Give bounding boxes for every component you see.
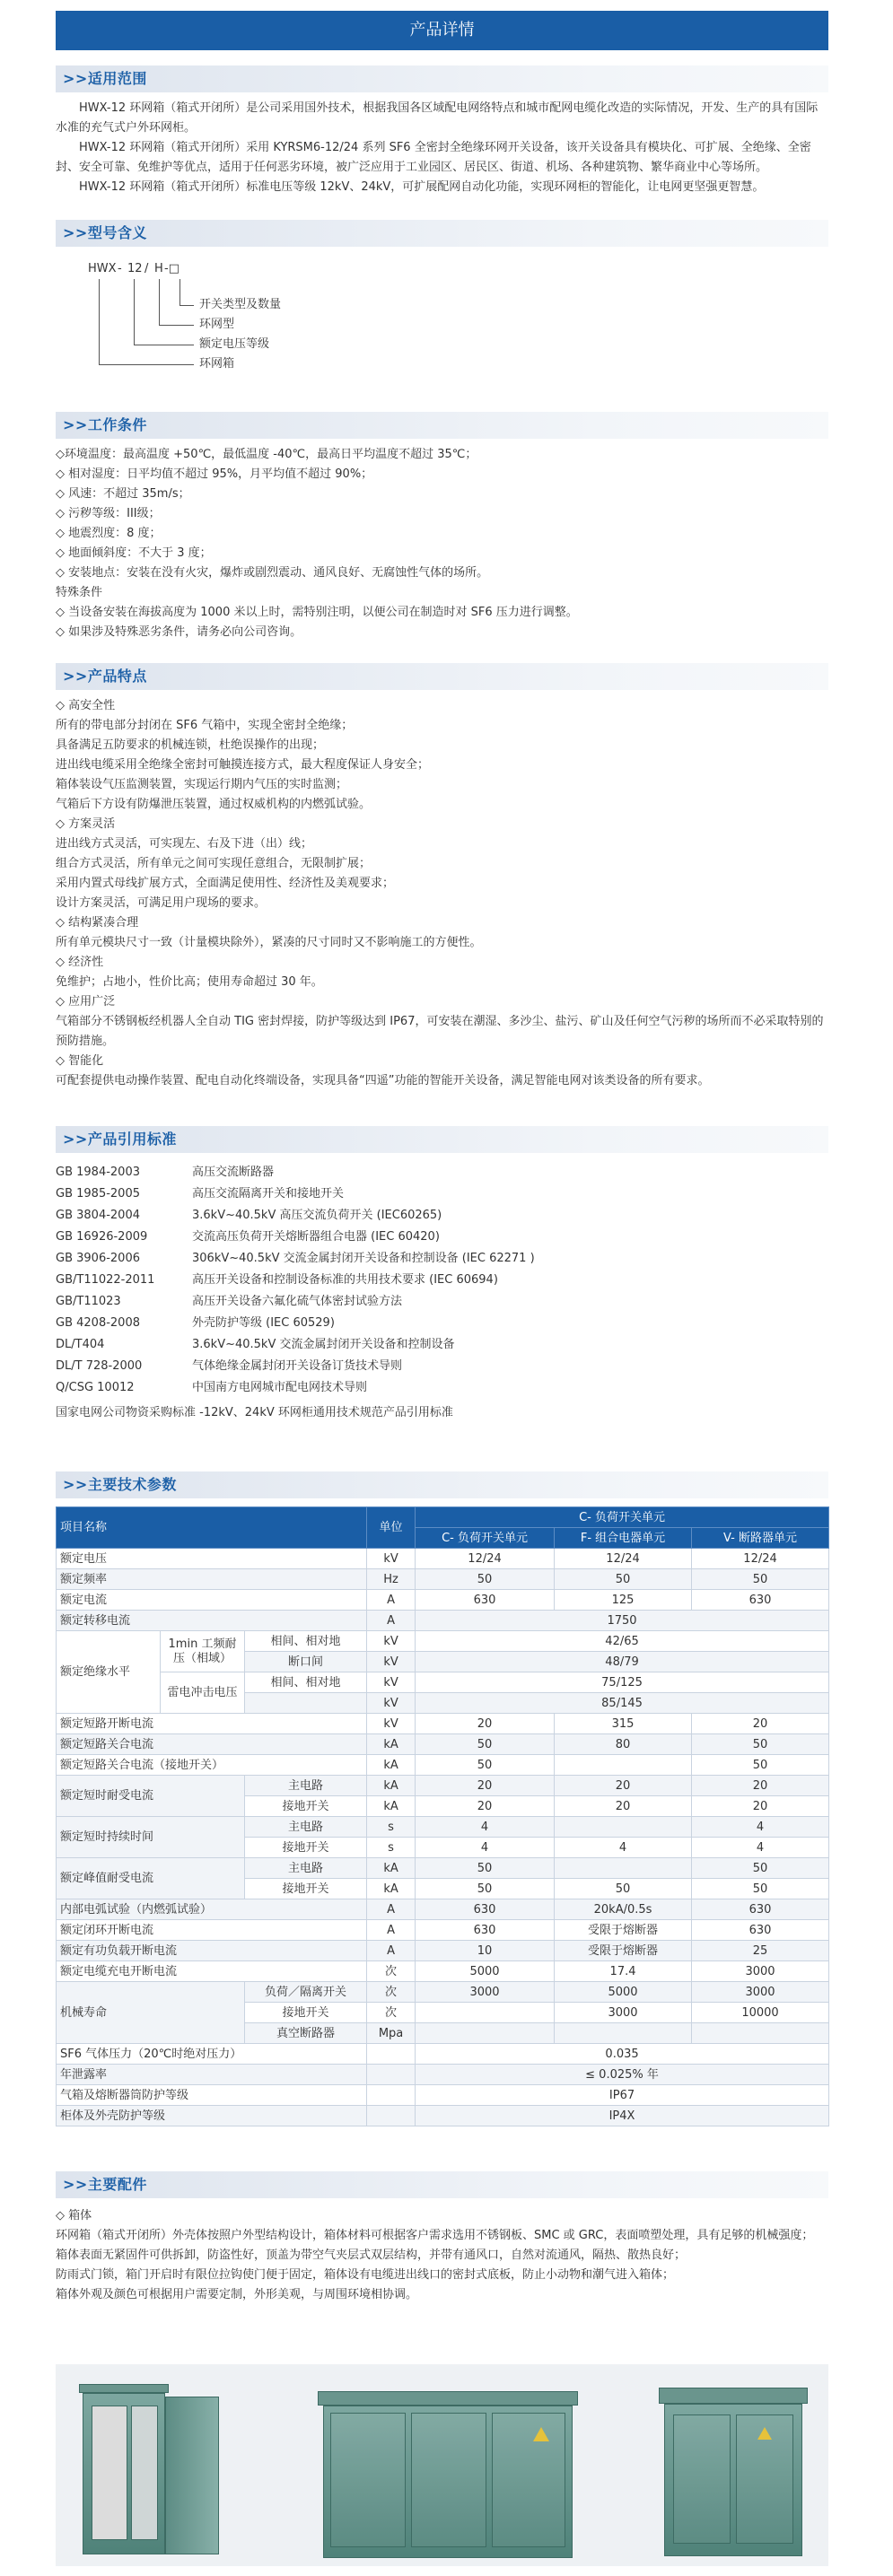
condition-line: ◇ 如果涉及特殊恶劣条件，请务必向公司咨询。 xyxy=(56,625,302,639)
param-value: 10 xyxy=(416,1941,555,1961)
param-value: 50 xyxy=(416,1569,555,1590)
params-table xyxy=(56,1506,829,2126)
param-value: 20 xyxy=(416,1776,555,1796)
param-value: 4 xyxy=(555,1838,692,1858)
standard-code: GB 3804-2004 xyxy=(56,1209,140,1222)
condition-line: ◇ 当设备安装在海拔高度为 1000 米以上时，需特别注明，以便公司在制造时对 SF6 压力进行调整。 xyxy=(56,606,578,619)
param-value: 5000 xyxy=(555,1982,692,2003)
scope-section xyxy=(56,65,828,197)
standard-code: GB/T11022-2011 xyxy=(56,1273,155,1287)
model-heading: >>型号含义 xyxy=(56,220,828,247)
standard-code: Q/CSG 10012 xyxy=(56,1381,135,1394)
param-value: 85/145 xyxy=(416,1693,829,1714)
param-value: 0.035 xyxy=(416,2044,829,2065)
scope-para: HWX-12 环网箱（箱式开闭所）标准电压等级 12kV、24kV，可扩展配网自动化功能，实现环网柜的智能化，让电网更坚强更智慧。 xyxy=(79,180,765,194)
param-subname: 真空断路器 xyxy=(245,2023,367,2044)
table-row xyxy=(57,1961,829,1982)
condition-line: ◇ 地面倾斜度：不大于 3 度； xyxy=(56,546,212,560)
param-value: 20 xyxy=(692,1714,829,1734)
param-unit: kA xyxy=(367,1879,416,1899)
standard-code: GB 1984-2003 xyxy=(56,1166,140,1179)
condition-line: ◇ 地震烈度：8 度； xyxy=(56,527,162,540)
feature-line: ◇ 应用广泛 xyxy=(56,995,116,1009)
param-unit xyxy=(367,2106,416,2126)
feature-line: 气箱后下方设有防爆泄压装置，通过权威机构的内燃弧试验。 xyxy=(56,798,372,811)
param-value: 630 xyxy=(692,1899,829,1920)
param-value: 20 xyxy=(555,1796,692,1817)
ring-main-unit-image-open xyxy=(75,2384,237,2559)
table-row xyxy=(57,1755,829,1776)
table-row xyxy=(57,1714,829,1734)
param-value: 630 xyxy=(692,1920,829,1941)
table-row xyxy=(57,1672,829,1693)
code-part: - xyxy=(118,262,122,275)
condition-line: ◇ 相对湿度：日平均值不超过 95%，月平均值不超过 90%； xyxy=(56,467,373,481)
param-subgroup: 雷电冲击电压 xyxy=(161,1672,245,1714)
param-value: ≤ 0.025% 年 xyxy=(416,2065,829,2085)
condition-line: ◇环境温度：最高温度 +50℃，最低温度 -40℃，最高日平均温度不超过 35℃； xyxy=(56,448,477,461)
standard-code: GB 3906-2006 xyxy=(56,1252,140,1265)
params-section xyxy=(56,1471,828,2126)
param-value: 3000 xyxy=(692,1961,829,1982)
model-code-diagram xyxy=(56,220,415,404)
table-header-row xyxy=(57,1507,829,1528)
param-unit xyxy=(367,2065,416,2085)
standard-code: GB/T11023 xyxy=(56,1295,121,1308)
param-value: 20 xyxy=(416,1796,555,1817)
feature-line: ◇ 结构紧凑合理 xyxy=(56,916,139,930)
standard-row xyxy=(56,1377,828,1399)
param-value: 50 xyxy=(416,1734,555,1755)
standards-heading: >>产品引用标准 xyxy=(56,1126,828,1153)
model-section xyxy=(56,220,828,404)
param-value xyxy=(555,1755,692,1776)
standard-code: DL/T 728-2000 xyxy=(56,1359,143,1373)
param-name: 额定电流 xyxy=(57,1590,367,1611)
param-value: 4 xyxy=(416,1838,555,1858)
param-value: 50 xyxy=(416,1858,555,1879)
param-unit: 次 xyxy=(367,1982,416,2003)
param-value: 20 xyxy=(692,1796,829,1817)
param-value: 受限于熔断器 xyxy=(555,1920,692,1941)
feature-line: ◇ 经济性 xyxy=(56,956,104,969)
feature-line: 气箱部分不锈钢板经机器人全自动 TIG 密封焊接，防护等级达到 IP67，可安装在潮湿、多沙尘、盐污、矿山及任何空气污秽的场所而不必采取特别的预防措施。 xyxy=(56,1015,824,1048)
param-unit: kV xyxy=(367,1672,416,1693)
standard-name: 高压开关设备六氟化硫气体密封试验方法 xyxy=(192,1295,403,1308)
code-label: 环网箱 xyxy=(199,357,235,371)
scope-para: HWX-12 环网箱（箱式开闭所）是公司采用国外技术，根据我国各区域配电网络特点和城市配网电缆化改造的实际情况，开发、生产的具有国际水准的充气式户外环网柜。 xyxy=(56,101,819,135)
param-subgroup: 1min 工频耐压（相域） xyxy=(161,1631,245,1672)
param-unit: s xyxy=(367,1838,416,1858)
param-value: 50 xyxy=(555,1879,692,1899)
standard-name: 中国南方电网城市配电网技术导则 xyxy=(192,1381,368,1394)
param-value xyxy=(692,2023,829,2044)
param-name: 额定绝缘水平 xyxy=(57,1631,161,1714)
param-value: 12/24 xyxy=(555,1549,692,1569)
param-unit: kA xyxy=(367,1755,416,1776)
param-subname: 主电路 xyxy=(245,1776,367,1796)
table-row xyxy=(57,1920,829,1941)
param-value: 20 xyxy=(555,1776,692,1796)
conditions-section xyxy=(56,412,828,642)
table-row xyxy=(57,2085,829,2106)
code-part: / xyxy=(144,262,149,275)
param-name: 额定短时持续时间 xyxy=(57,1817,245,1858)
param-unit: kA xyxy=(367,1776,416,1796)
param-name: 内部电弧试验（内燃弧试验） xyxy=(57,1899,367,1920)
code-label: 环网型 xyxy=(199,318,235,331)
param-value: 20kA/0.5s xyxy=(555,1899,692,1920)
feature-line: 进出线方式灵活，可实现左、右及下进（出）线； xyxy=(56,837,313,851)
accessory-line: ◇ 箱体 xyxy=(56,2209,92,2222)
table-row xyxy=(57,1982,829,2003)
standard-name: 外壳防护等级 (IEC 60529) xyxy=(192,1316,335,1330)
param-value: 50 xyxy=(555,1569,692,1590)
param-value: 630 xyxy=(416,1899,555,1920)
table-row xyxy=(57,1631,829,1652)
feature-line: 可配套提供电动操作装置、配电自动化终端设备，实现具备“四遥”功能的智能开关设备，满足智能电网对该类设备的所有要求。 xyxy=(56,1074,710,1087)
param-unit: A xyxy=(367,1941,416,1961)
param-unit: 次 xyxy=(367,1961,416,1982)
param-value xyxy=(555,1858,692,1879)
standard-row xyxy=(56,1291,828,1313)
param-unit: A xyxy=(367,1899,416,1920)
accessories-heading: >>主要配件 xyxy=(56,2171,828,2198)
standards-section xyxy=(56,1126,828,1424)
param-unit: kV xyxy=(367,1631,416,1652)
code-part: HWX xyxy=(88,262,117,275)
param-unit: kV xyxy=(367,1652,416,1672)
accessory-line: 箱体表面无紧固件可供拆卸，防盗性好，顶盖为带空气夹层式双层结构，并带有通风口，自然对流通风，隔热、散热良好； xyxy=(56,2249,687,2262)
scope-heading: >>适用范围 xyxy=(56,65,828,92)
param-unit: A xyxy=(367,1611,416,1631)
param-name: 额定有功负载开断电流 xyxy=(57,1941,367,1961)
param-name: 气箱及熔断器筒防护等级 xyxy=(57,2085,367,2106)
param-value: 630 xyxy=(692,1590,829,1611)
scope-para: HWX-12 环网箱（箱式开闭所）采用 KYRSM6-12/24 系列 SF6 全密封全绝缘环网开关设备，该开关设备具有模块化、可扩展、全绝缘、全密封、安全可靠、免维护等优点，适用于任何恶劣环境，被广泛应用于工业园区、居民区、街道、机场、各种建筑物、繁华商业中心等场所。 xyxy=(56,141,811,174)
warning-icon xyxy=(533,2427,549,2441)
table-row xyxy=(57,1776,829,1796)
param-value: 315 xyxy=(555,1714,692,1734)
param-value: 50 xyxy=(416,1879,555,1899)
param-value: 50 xyxy=(692,1734,829,1755)
condition-line: 特殊条件 xyxy=(56,586,103,599)
standard-row xyxy=(56,1313,828,1334)
feature-line: 所有单元模块尺寸一致（计量模块除外），紧凑的尺寸同时又不影响施工的方便性。 xyxy=(56,936,482,949)
features-section xyxy=(56,663,828,1091)
feature-line: 具备满足五防要求的机械连锁，杜绝误操作的出现； xyxy=(56,738,325,752)
code-part: H xyxy=(154,262,163,275)
param-name: 额定电缆充电开断电流 xyxy=(57,1961,367,1982)
standard-code: GB 16926-2009 xyxy=(56,1230,148,1244)
feature-line: ◇ 高安全性 xyxy=(56,699,116,712)
param-value: 48/79 xyxy=(416,1652,829,1672)
ring-main-unit-image-side xyxy=(659,2388,811,2560)
standard-code: DL/T404 xyxy=(56,1338,105,1351)
param-unit: 次 xyxy=(367,2003,416,2023)
param-subname: 断口间 xyxy=(245,1652,367,1672)
conditions-heading: >>工作条件 xyxy=(56,412,828,439)
param-unit: Mpa xyxy=(367,2023,416,2044)
table-row xyxy=(57,1899,829,1920)
param-subname: 相间、相对地 xyxy=(245,1672,367,1693)
product-photos xyxy=(56,2364,828,2566)
param-value: 1750 xyxy=(416,1611,829,1631)
param-value: 50 xyxy=(692,1879,829,1899)
table-row xyxy=(57,1858,829,1879)
param-value: 17.4 xyxy=(555,1961,692,1982)
param-unit: A xyxy=(367,1920,416,1941)
table-row xyxy=(57,1817,829,1838)
param-name: 额定频率 xyxy=(57,1569,367,1590)
param-value: 50 xyxy=(416,1755,555,1776)
param-unit xyxy=(367,2044,416,2065)
feature-line: 设计方案灵活，可满足用户现场的要求。 xyxy=(56,896,267,910)
param-name: 额定短时耐受电流 xyxy=(57,1776,245,1817)
standard-row xyxy=(56,1356,828,1377)
feature-line: ◇ 方案灵活 xyxy=(56,817,116,831)
param-value: 5000 xyxy=(416,1961,555,1982)
param-subname: 主电路 xyxy=(245,1858,367,1879)
table-row xyxy=(57,1941,829,1961)
standard-row xyxy=(56,1205,828,1227)
param-value: 630 xyxy=(416,1590,555,1611)
param-subname xyxy=(245,1693,367,1714)
header-item: 项目名称 xyxy=(57,1507,367,1549)
param-unit: kV xyxy=(367,1714,416,1734)
param-value: 50 xyxy=(692,1755,829,1776)
feature-line: 进出线电缆采用全绝缘全密封可触摸连接方式，最大程度保证人身安全； xyxy=(56,758,430,772)
standard-code: GB 4208-2008 xyxy=(56,1316,140,1330)
param-name: 额定电压 xyxy=(57,1549,367,1569)
param-value: IP67 xyxy=(416,2085,829,2106)
param-subname: 负荷／隔离开关 xyxy=(245,1982,367,2003)
table-row xyxy=(57,1549,829,1569)
header-f: F- 组合电器单元 xyxy=(555,1528,692,1549)
param-unit: A xyxy=(367,1590,416,1611)
param-value: 4 xyxy=(692,1817,829,1838)
param-value: 3000 xyxy=(416,1982,555,2003)
param-value: 630 xyxy=(416,1920,555,1941)
param-name: 机械寿命 xyxy=(57,1982,245,2044)
header-group: C- 负荷开关单元 xyxy=(416,1507,829,1528)
param-value: 4 xyxy=(692,1838,829,1858)
table-row xyxy=(57,1569,829,1590)
param-name: SF6 气体压力（20℃时绝对压力） xyxy=(57,2044,367,2065)
param-value: 125 xyxy=(555,1590,692,1611)
param-value xyxy=(416,2003,555,2023)
param-unit xyxy=(367,2085,416,2106)
param-unit: kV xyxy=(367,1549,416,1569)
standards-note: 国家电网公司物资采购标准 -12kV、24kV 环网柜通用技术规范产品引用标准 xyxy=(56,1406,453,1419)
table-row xyxy=(57,2065,829,2085)
param-unit: kA xyxy=(367,1796,416,1817)
param-subname: 接地开关 xyxy=(245,1796,367,1817)
param-value: 3000 xyxy=(555,2003,692,2023)
feature-line: ◇ 智能化 xyxy=(56,1054,104,1068)
standard-row xyxy=(56,1334,828,1356)
standard-row xyxy=(56,1183,828,1205)
accessories-section xyxy=(56,2171,828,2305)
standard-name: 交流高压负荷开关熔断器组合电器 (IEC 60420) xyxy=(192,1230,440,1244)
param-value: IP4X xyxy=(416,2106,829,2126)
param-value: 25 xyxy=(692,1941,829,1961)
feature-line: 箱体装设气压监测装置，实现运行期内气压的实时监测； xyxy=(56,778,348,791)
accessory-line: 防雨式门锁，箱门开启时有限位拉钩使门便于固定，箱体设有电缆进出线口的密封式底板，防止小动物和潮气进入箱体； xyxy=(56,2268,675,2282)
param-name: 额定峰值耐受电流 xyxy=(57,1858,245,1899)
param-value xyxy=(555,2023,692,2044)
standard-row xyxy=(56,1162,828,1183)
page-title: 产品详情 xyxy=(56,11,828,50)
condition-line: ◇ 安装地点：安装在没有火灾，爆炸或剧烈震动、通风良好、无腐蚀性气体的场所。 xyxy=(56,566,489,580)
warning-icon xyxy=(757,2427,772,2440)
param-value: 受限于熔断器 xyxy=(555,1941,692,1961)
param-value: 20 xyxy=(416,1714,555,1734)
code-part: 12 xyxy=(127,262,143,275)
param-value: 4 xyxy=(416,1817,555,1838)
param-unit: s xyxy=(367,1817,416,1838)
condition-line: ◇ 污秽等级：III级； xyxy=(56,507,161,520)
param-subname: 接地开关 xyxy=(245,1838,367,1858)
param-name: 额定短路关合电流（接地开关） xyxy=(57,1755,367,1776)
param-value: 20 xyxy=(692,1776,829,1796)
param-value: 75/125 xyxy=(416,1672,829,1693)
param-subname: 接地开关 xyxy=(245,2003,367,2023)
param-unit: kV xyxy=(367,1693,416,1714)
header-v: V- 断路器单元 xyxy=(692,1528,829,1549)
header-unit: 单位 xyxy=(367,1507,416,1549)
table-row xyxy=(57,1590,829,1611)
param-value: 80 xyxy=(555,1734,692,1755)
table-row xyxy=(57,2106,829,2126)
param-value: 12/24 xyxy=(692,1549,829,1569)
param-name: 额定短路开断电流 xyxy=(57,1714,367,1734)
condition-line: ◇ 风速：不超过 35m/s； xyxy=(56,487,190,501)
param-unit: kA xyxy=(367,1858,416,1879)
standard-name: 高压交流隔离开关和接地开关 xyxy=(192,1187,345,1201)
header-c: C- 负荷开关单元 xyxy=(416,1528,555,1549)
param-unit: Hz xyxy=(367,1569,416,1590)
param-subname: 相间、相对地 xyxy=(245,1631,367,1652)
params-heading: >>主要技术参数 xyxy=(56,1471,828,1498)
feature-line: 所有的带电部分封闭在 SF6 气箱中，实现全密封全绝缘； xyxy=(56,719,354,732)
accessory-line: 环网箱（箱式开闭所）外壳体按照户外型结构设计，箱体材料可根据客户需求选用不锈钢板、SMC 或 GRC，表面喷塑处理，具有足够的机械强度； xyxy=(56,2229,814,2242)
table-row xyxy=(57,1734,829,1755)
param-value: 50 xyxy=(692,1569,829,1590)
param-name: 柜体及外壳防护等级 xyxy=(57,2106,367,2126)
standard-row xyxy=(56,1248,828,1270)
param-name: 额定短路关合电流 xyxy=(57,1734,367,1755)
standard-row xyxy=(56,1270,828,1291)
standard-name: 3.6kV~40.5kV 高压交流负荷开关 (IEC60265) xyxy=(192,1209,442,1222)
param-subname: 主电路 xyxy=(245,1817,367,1838)
code-label: 额定电压等级 xyxy=(199,337,270,351)
param-value: 10000 xyxy=(692,2003,829,2023)
param-name: 额定转移电流 xyxy=(57,1611,367,1631)
param-name: 年泄露率 xyxy=(57,2065,367,2085)
standard-name: 3.6kV~40.5kV 交流金属封闭开关设备和控制设备 xyxy=(192,1338,455,1351)
feature-line: 免维护；占地小，性价比高；使用寿命超过 30 年。 xyxy=(56,975,323,989)
param-value: 50 xyxy=(692,1858,829,1879)
standard-name: 高压交流断路器 xyxy=(192,1166,275,1179)
table-row xyxy=(57,2044,829,2065)
standard-code: GB 1985-2005 xyxy=(56,1187,140,1201)
code-part: -□ xyxy=(164,262,179,275)
standard-name: 306kV~40.5kV 交流金属封闭开关设备和控制设备 (IEC 62271 ) xyxy=(192,1252,535,1265)
feature-line: 采用内置式母线扩展方式，全面满足使用性、经济性及美观要求； xyxy=(56,877,395,890)
features-heading: >>产品特点 xyxy=(56,663,828,690)
param-value: 3000 xyxy=(692,1982,829,2003)
param-value xyxy=(555,1817,692,1838)
param-name: 额定闭环开断电流 xyxy=(57,1920,367,1941)
param-subname: 接地开关 xyxy=(245,1879,367,1899)
table-row xyxy=(57,1611,829,1631)
standard-row xyxy=(56,1227,828,1248)
param-unit: kA xyxy=(367,1734,416,1755)
param-value: 42/65 xyxy=(416,1631,829,1652)
ring-main-unit-image-front xyxy=(318,2391,578,2562)
param-value xyxy=(416,2023,555,2044)
accessory-line: 箱体外观及颜色可根据用户需要定制，外形美观，与周围环境相协调。 xyxy=(56,2288,418,2301)
standard-name: 高压开关设备和控制设备标准的共用技术要求 (IEC 60694) xyxy=(192,1273,498,1287)
standard-name: 气体绝缘金属封闭开关设备订货技术导则 xyxy=(192,1359,403,1373)
code-label: 开关类型及数量 xyxy=(199,298,282,311)
param-value: 12/24 xyxy=(416,1549,555,1569)
feature-line: 组合方式灵活，所有单元之间可实现任意组合，无限制扩展； xyxy=(56,857,372,870)
